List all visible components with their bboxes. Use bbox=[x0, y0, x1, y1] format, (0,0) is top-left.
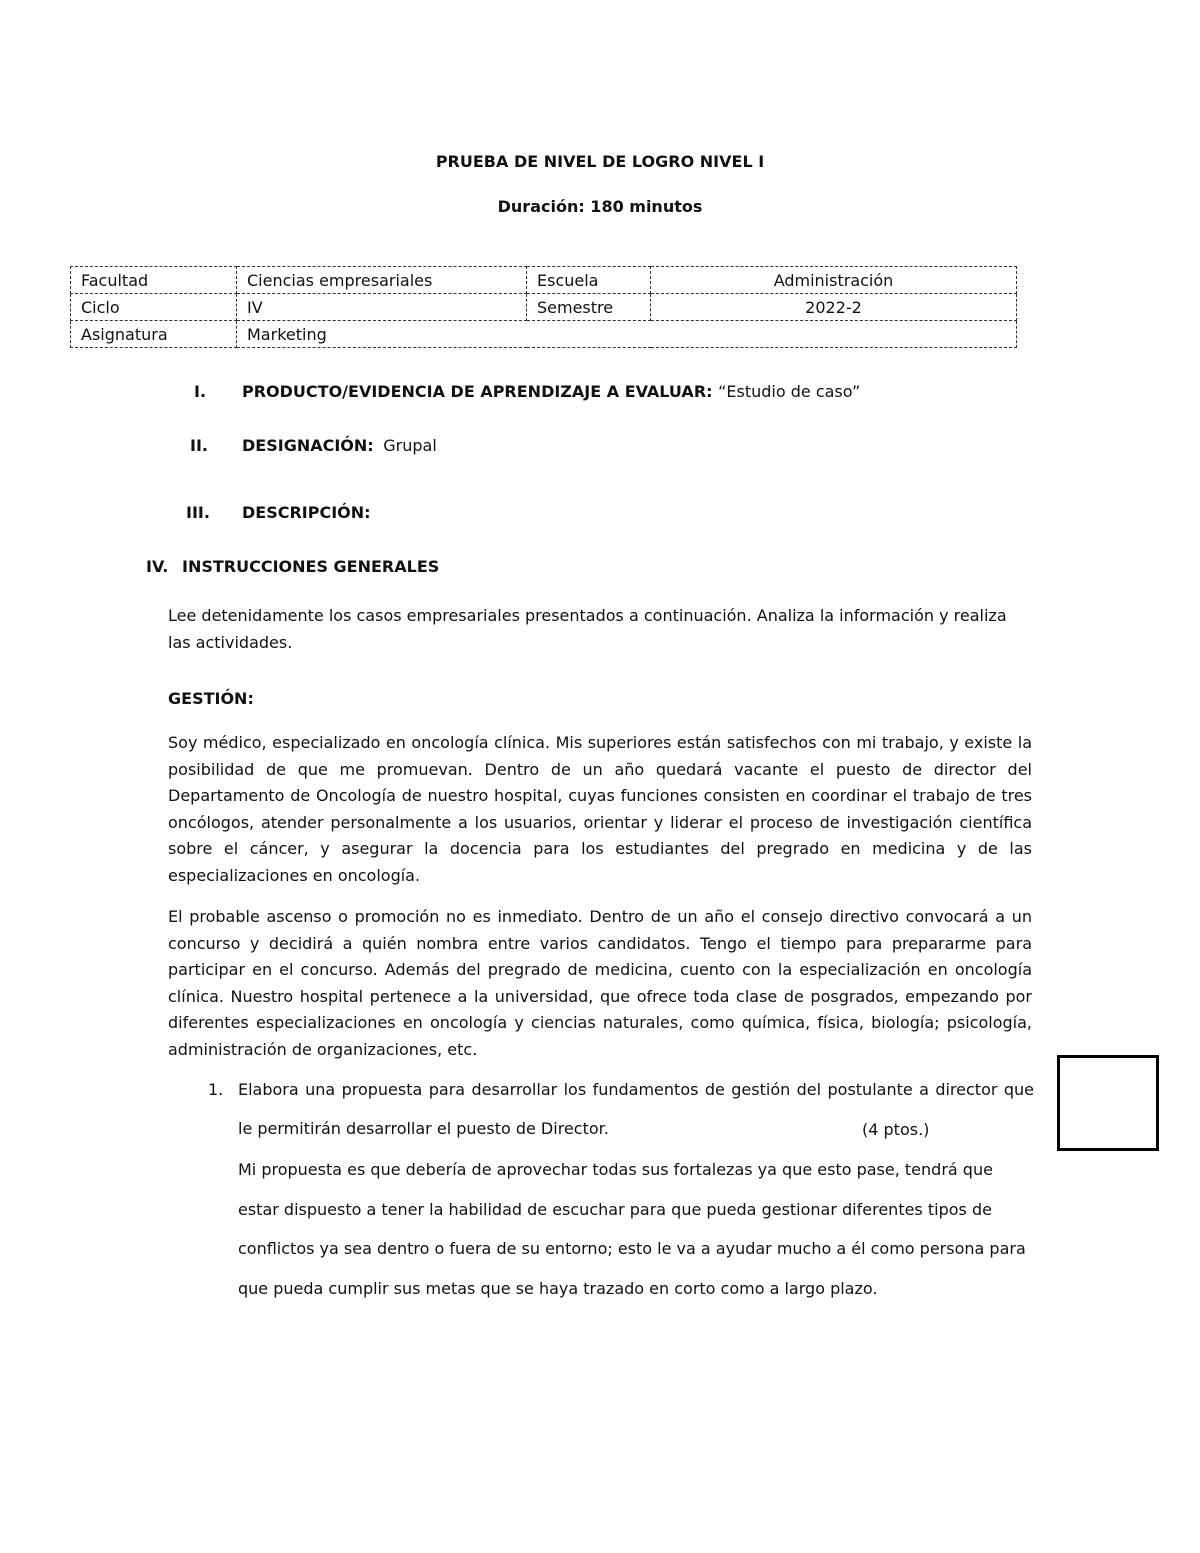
section-value: Grupal bbox=[383, 436, 437, 455]
gestion-paragraph-2: El probable ascenso o promoción no es inmediato. Dentro de un año el consejo directivo convocará a un concurso y decidirá a quién nombra entre varios candidatos. Tengo el tiempo para prepararme para participar en el concurso. Además del pregrado de medicina, cuento con la especialización en oncología clínica. Nuestro hospital pertenece a la universidad, que ofrece toda clase de posgrados, empezando por diferentes especializaciones en oncología y ciencias naturales, como química, física, biología; psicología, administración de organizaciones, etc. bbox=[168, 907, 1032, 1059]
question-points: (4 ptos.) bbox=[862, 1120, 930, 1139]
table-cell-label: Ciclo bbox=[71, 294, 237, 321]
table-row bbox=[71, 267, 1017, 294]
table-cell-value: IV bbox=[237, 294, 527, 321]
table-cell-value: Marketing bbox=[237, 321, 1017, 348]
section-label: INSTRUCCIONES GENERALES bbox=[182, 557, 440, 576]
section-label: DESIGNACIÓN: bbox=[242, 436, 374, 455]
section-number: II. bbox=[190, 436, 208, 455]
instructions-paragraph: Lee detenidamente los casos empresariales presentados a continuación. Analiza la información y realiza las actividades. bbox=[168, 606, 1007, 652]
section-label: PRODUCTO/EVIDENCIA DE APRENDIZAJE A EVALUAR: bbox=[242, 382, 713, 401]
table-cell-label: Semestre bbox=[527, 294, 651, 321]
table-row bbox=[71, 321, 1017, 348]
section-label: DESCRIPCIÓN: bbox=[242, 503, 371, 522]
table-cell-value: 2022-2 bbox=[651, 294, 1017, 321]
section-number: III. bbox=[186, 503, 210, 522]
answer-text: Mi propuesta es que debería de aprovechar todas sus fortalezas ya que esto pase, tendrá que estar dispuesto a tener la habilidad de escuchar para que pueda gestionar diferentes tipos de conflictos ya sea dentro o fuera de su entorno; esto le va a ayudar mucho a él como persona para que pueda cumplir sus metas que se haya trazado en corto como a largo plazo. bbox=[238, 1160, 1026, 1298]
score-box bbox=[1057, 1055, 1159, 1151]
table-row bbox=[71, 294, 1017, 321]
section-value: “Estudio de caso” bbox=[718, 382, 861, 401]
table-cell-value: Ciencias empresariales bbox=[237, 267, 527, 294]
question-text: Elabora una propuesta para desarrollar los fundamentos de gestión del postulante a director que le permitirán desarrollar el puesto de Director. bbox=[238, 1080, 1034, 1138]
gestion-paragraph-1: Soy médico, especializado en oncología clínica. Mis superiores están satisfechos con mi trabajo, y existe la posibilidad de que me promuevan. Dentro de un año quedará vacante el puesto de director del Departamento de Oncología de nuestro hospital, cuyas funciones consisten en coordinar el trabajo de tres oncólogos, atender personalmente a los usuarios, orientar y liderar el proceso de investigación científica sobre el cáncer, y asegurar la docencia para los estudiantes del pregrado en medicina y de las especializaciones en oncología. bbox=[168, 733, 1032, 885]
table-cell-label: Escuela bbox=[527, 267, 651, 294]
question-number: 1. bbox=[208, 1080, 224, 1099]
document-duration: Duración: 180 minutos bbox=[497, 197, 703, 216]
gestion-heading: GESTIÓN: bbox=[168, 689, 254, 708]
section-number: IV. bbox=[146, 557, 169, 576]
document-title: PRUEBA DE NIVEL DE LOGRO NIVEL I bbox=[435, 152, 765, 171]
table-cell-value: Administración bbox=[651, 267, 1017, 294]
table-cell-label: Asignatura bbox=[71, 321, 237, 348]
table-cell-label: Facultad bbox=[71, 267, 237, 294]
info-table bbox=[70, 266, 1017, 348]
section-number: I. bbox=[194, 382, 207, 401]
